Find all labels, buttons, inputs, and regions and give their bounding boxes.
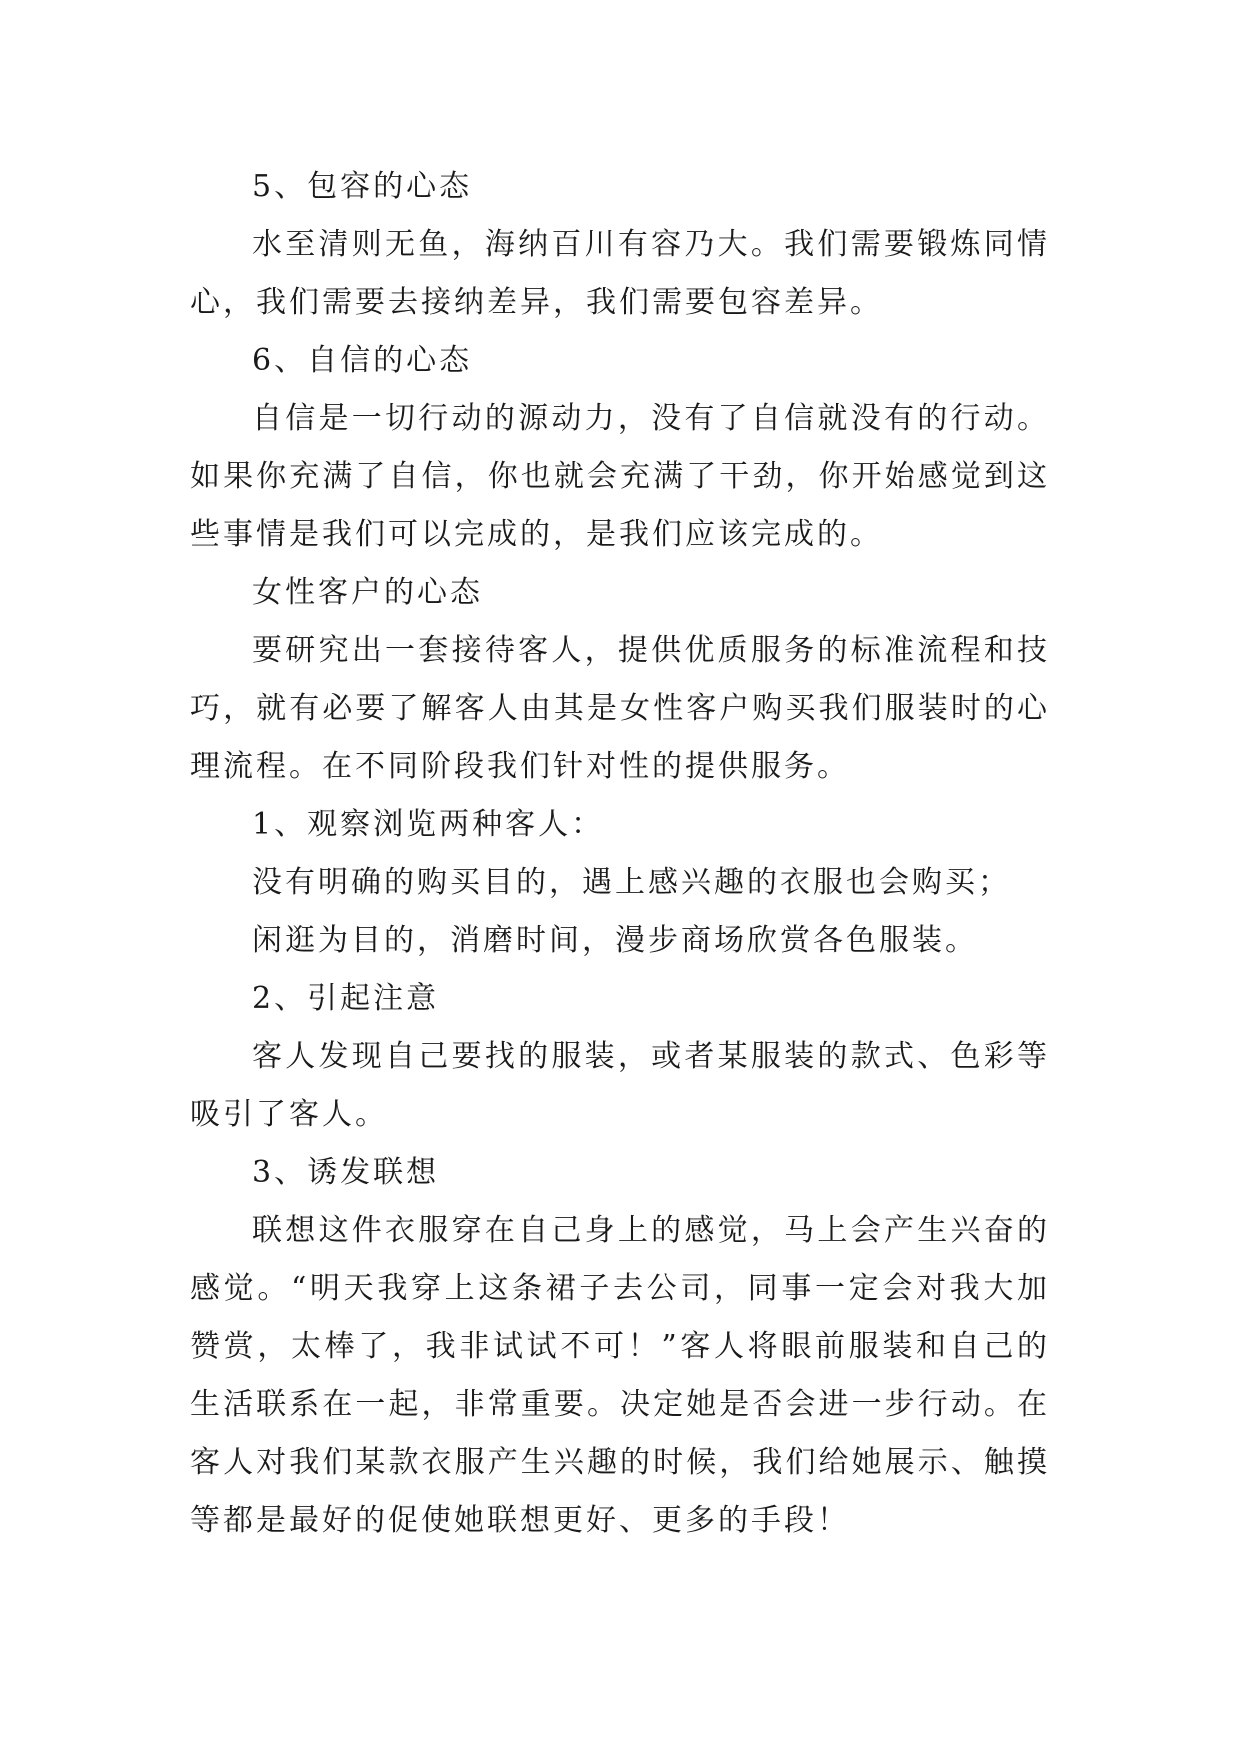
- heading-attract-attention: 2、引起注意: [252, 981, 440, 1016]
- paragraph-association: 联想这件衣服穿在自己身上的感觉，马上会产生兴奋的感觉。“明天我穿上这条裙子去公司，同事一定会对我大加赞赏，太棒了，我非试试不可！”客人将眼前服装和自己的生活联系在一起，非常重要。决定她是否会进一步行动。在客人对我们某款衣服产生兴趣的时候，我们给她展示、触摸等都是最好的促使她联想更好、更多的手段！: [190, 1213, 1050, 1538]
- heading-confident-mindset: 6、自信的心态: [252, 343, 473, 378]
- paragraph-customer-type-2: 闲逛为目的，消磨时间，漫步商场欣赏各色服装。: [252, 923, 978, 958]
- paragraph-attention: 客人发现自己要找的服装，或者某服装的款式、色彩等吸引了客人。: [190, 1039, 1050, 1132]
- document-body: [190, 158, 1050, 1550]
- heading-observe-browse: 1、观察浏览两种客人：: [252, 807, 605, 842]
- paragraph-customer-type-1: 没有明确的购买目的，遇上感兴趣的衣服也会购买；: [252, 865, 1011, 900]
- paragraph-service-process: 要研究出一套接待客人，提供优质服务的标准流程和技巧，就有必要了解客人由其是女性客户购买我们服装时的心理流程。在不同阶段我们针对性的提供服务。: [190, 633, 1050, 784]
- paragraph-confidence: 自信是一切行动的源动力，没有了自信就没有的行动。如果你充满了自信，你也就会充满了干劲，你开始感觉到这些事情是我们可以完成的，是我们应该完成的。: [190, 401, 1050, 552]
- heading-tolerant-mindset: 5、包容的心态: [252, 169, 473, 204]
- heading-induce-association: 3、诱发联想: [252, 1155, 440, 1190]
- paragraph-tolerance: 水至清则无鱼，海纳百川有容乃大。我们需要锻炼同情心，我们需要去接纳差异，我们需要包容差异。: [190, 227, 1050, 320]
- heading-female-customer-mindset: 女性客户的心态: [252, 575, 483, 610]
